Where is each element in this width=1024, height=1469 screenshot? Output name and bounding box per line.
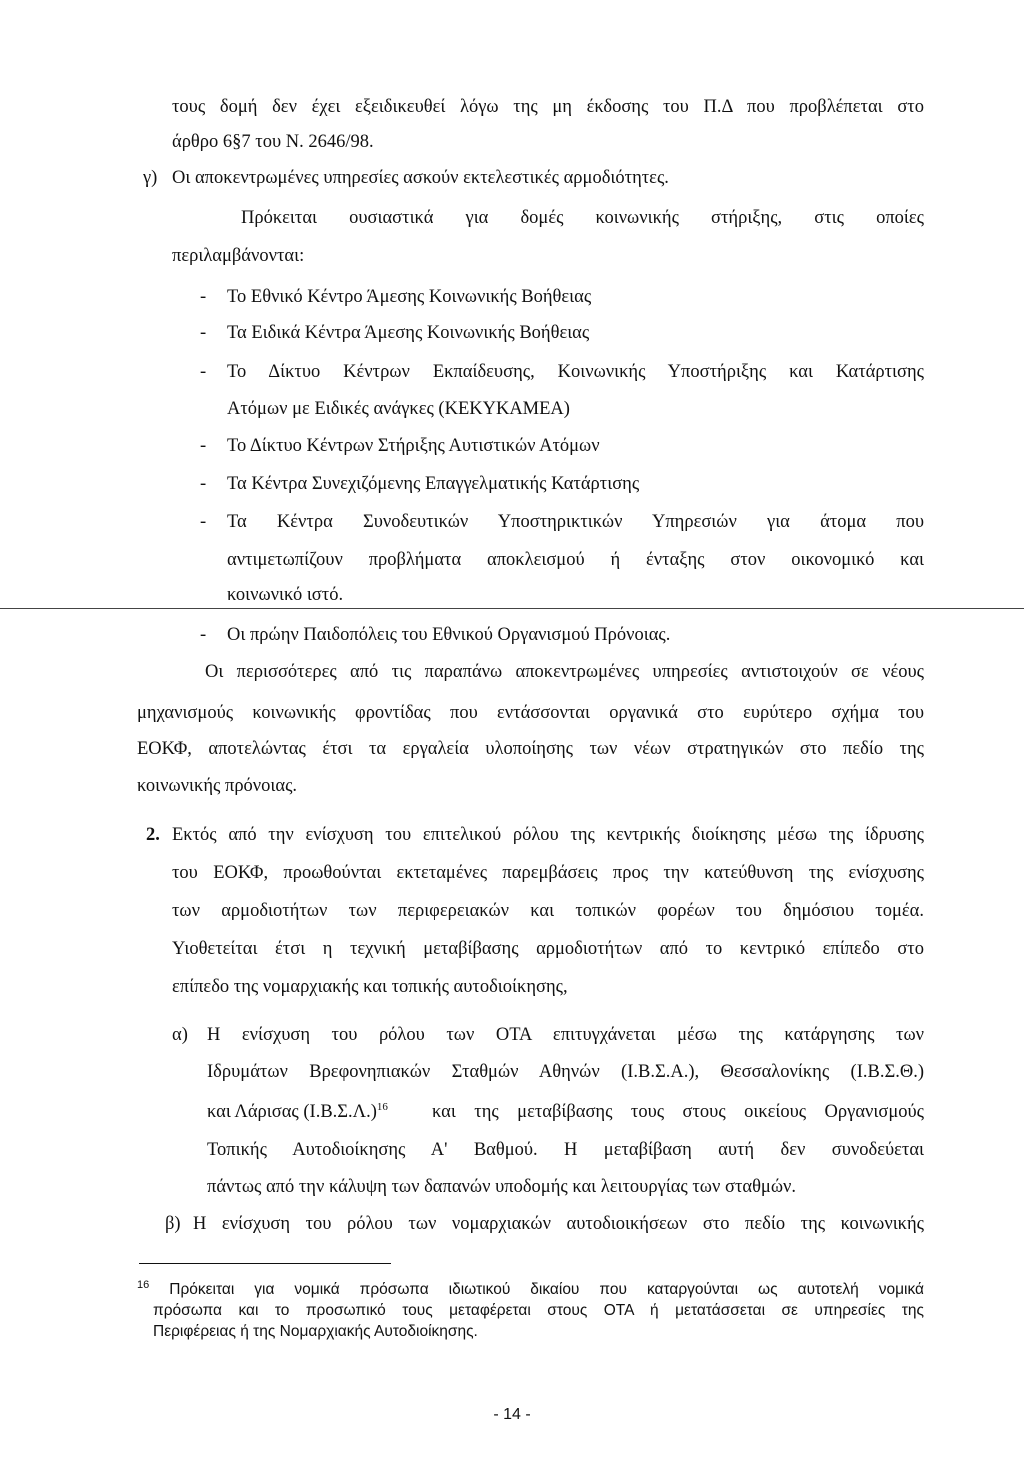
footnote-line [137,1279,924,1301]
list-item: Το Εθνικό Κέντρο Άμεσης Κοινωνικής Βοήθειας [227,287,592,307]
text-line: Υιοθετείται έτσι η τεχνική μεταβίβασης αρμοδιοτήτων από το κεντρικό επίπεδο στο [172,939,924,959]
scan-line-divider [0,608,1024,609]
bullet-dash: - [200,474,207,494]
text-line [207,1101,388,1123]
list-item: Οι πρώην Παιδοπόλεις του Εθνικού Οργανισμού Πρόνοιας. [227,625,671,645]
text-line: άρθρο 6§7 του Ν. 2646/98. [172,132,374,152]
text-fragment: και Λάρισας (Ι.Β.Σ.Λ.) [207,1102,377,1122]
section-number: 2. [146,825,160,845]
page-number: - 14 - [493,1406,531,1423]
text-line: Εκτός από την ενίσχυση του επιτελικού ρόλου της κεντρικής διοίκησης μέσω της ίδρυσης [172,825,924,845]
text-line: επίπεδο της νομαρχιακής και τοπικής αυτοδιοίκησης, [172,977,568,997]
bullet-dash: - [200,287,207,307]
text-line: περιλαμβάνονται: [172,246,305,266]
list-item: Τα Κέντρα Συνοδευτικών Υποστηρικτικών Υπηρεσιών για άτομα που [227,512,924,532]
bullet-dash: - [200,323,207,343]
text-line: Οι αποκεντρωμένες υπηρεσίες ασκούν εκτελεστικές αρμοδιότητες. [172,168,669,188]
list-marker: γ) [143,168,158,188]
list-item: Τα Ειδικά Κέντρα Άμεσης Κοινωνικής Βοήθειας [227,323,590,343]
text-line: Η ενίσχυση του ρόλου των ΟΤΑ επιτυγχάνεται μέσω της κατάργησης των [207,1025,924,1045]
text-line: Πρόκειται ουσιαστικά για δομές κοινωνικής στήριξης, στις οποίες [241,208,924,228]
text-line: των αρμοδιοτήτων των περιφερειακών και τοπικών φορέων του δημόσιου τομέα. [172,901,924,921]
text-line: κοινωνικής πρόνοιας. [137,776,298,796]
list-item: Τα Κέντρα Συνεχιζόμενης Επαγγελματικής Κατάρτισης [227,474,640,494]
list-marker: β) [165,1214,181,1234]
footnote-text: Πρόκειται για νομικά πρόσωπα ιδιωτικού δικαίου που καταργούνται ως αυτοτελή νομικά [169,1281,925,1298]
text-line: και της μεταβίβασης τους στους οικείους Οργανισμούς [432,1102,924,1122]
list-item: Ατόμων με Ειδικές ανάγκες (ΚΕΚΥΚΑΜΕΑ) [227,399,570,419]
text-line: μηχανισμούς κοινωνικής φροντίδας που εντάσσονται οργανικά στο ευρύτερο σχήμα του [137,703,924,723]
text-line: Τοπικής Αυτοδιοίκησης Α' Βαθμού. Η μεταβίβαση αυτή δεν συνοδεύεται [207,1140,924,1160]
footnote-separator [139,1263,391,1264]
list-marker: α) [172,1025,188,1045]
text-line: ΕΟΚΦ, αποτελώντας έτσι τα εργαλεία υλοποίησης των νέων στρατηγικών στο πεδίο της [137,739,924,759]
text-line: πάντως από την κάλυψη των δαπανών υποδομής και λειτουργίας των σταθμών. [207,1177,797,1197]
text-line: Η ενίσχυση του ρόλου των νομαρχιακών αυτοδιοικήσεων στο πεδίο της κοινωνικής [193,1214,924,1234]
footnote-reference: 16 [376,1100,388,1113]
list-item: κοινωνικό ιστό. [227,585,344,605]
bullet-dash: - [200,625,207,645]
text-line: του ΕΟΚΦ, προωθούνται εκτεταμένες παρεμβάσεις προς την κατεύθυνση της ενίσχυσης [172,863,924,883]
footnote-marker: 16 [137,1278,150,1291]
list-item: Το Δίκτυο Κέντρων Στήριξης Αυτιστικών Ατόμων [227,436,600,456]
footnote-line: Περιφέρειας ή της Νομαρχιακής Αυτοδιοίκησης. [153,1323,478,1340]
footnote [137,1279,924,1301]
bullet-dash: - [200,512,207,532]
text-line: τους δομή δεν έχει εξειδικευθεί λόγω της μη έκδοσης του Π.Δ που προβλέπεται στο [172,97,924,117]
text-line: Ιδρυμάτων Βρεφονηπιακών Σταθμών Αθηνών (Ι.Β.Σ.Α.), Θεσσαλονίκης (Ι.Β.Σ.Θ.) [207,1062,924,1082]
list-item: αντιμετωπίζουν προβλήματα αποκλεισμού ή ένταξης στον οικονομικό και [227,550,924,570]
bullet-dash: - [200,436,207,456]
list-item: Το Δίκτυο Κέντρων Εκπαίδευσης, Κοινωνικής Υποστήριξης και Κατάρτισης [227,362,924,382]
text-line: Οι περισσότερες από τις παραπάνω αποκεντρωμένες υπηρεσίες αντιστοιχούν σε νέους [205,662,924,682]
footnote-line: πρόσωπα και το προσωπικό τους μεταφέρεται στους ΟΤΑ ή μετατάσσεται σε υπηρεσίες της [153,1302,924,1319]
bullet-dash: - [200,362,207,382]
